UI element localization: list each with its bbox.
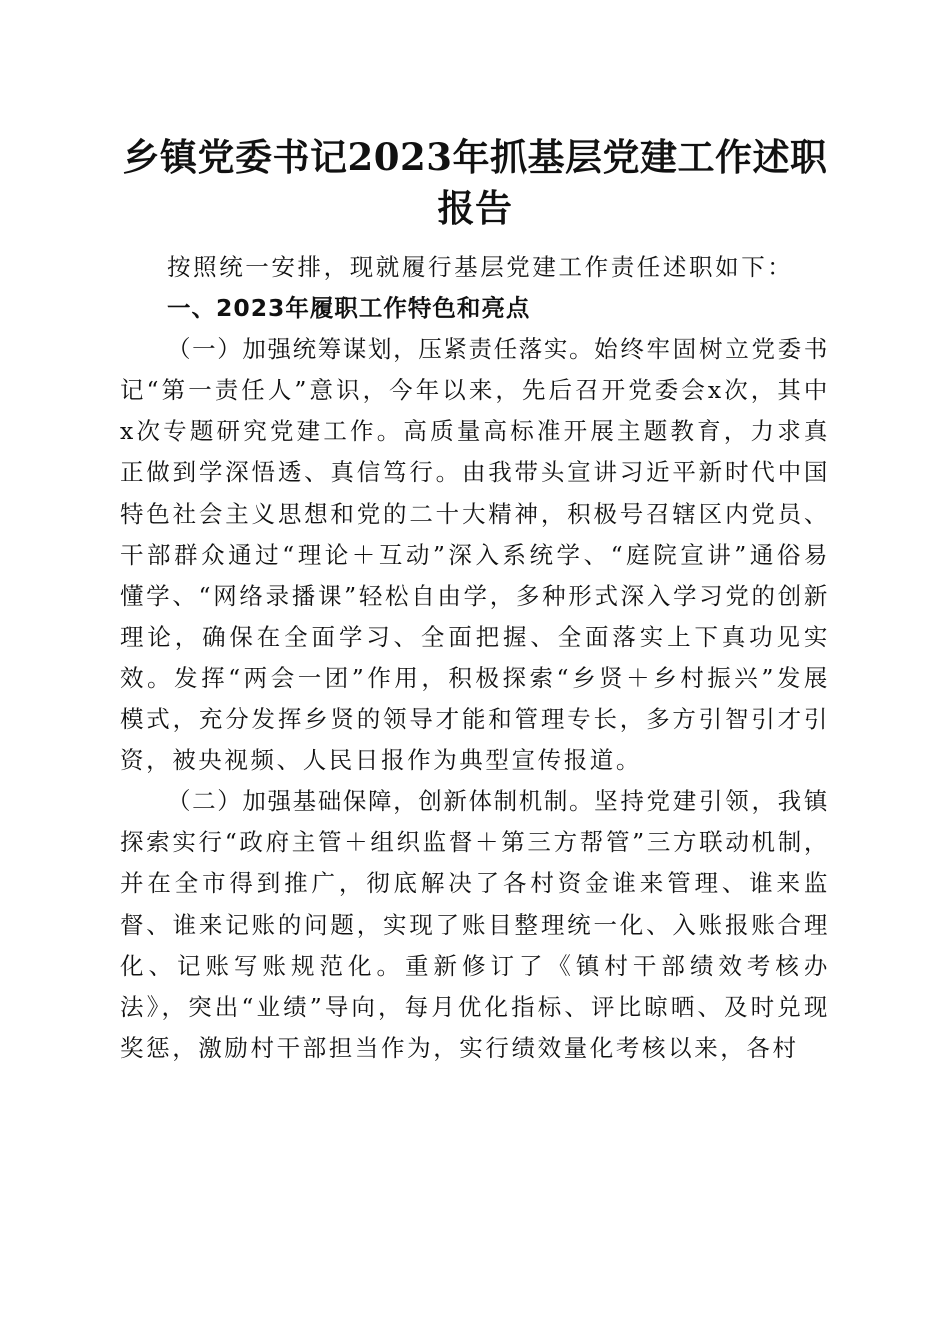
item-1-lead: （一）加强统筹谋划，压紧责任落实。 [167, 335, 595, 364]
item-2-text: 坚持党建引领，我镇探索实行“政府主管＋组织监督＋第三方帮管”三方联动机制，并在全市得到推广，彻底解决了各村资金谁来管理、谁来监督、谁来记账的问题，实现了账目整理统一化、入账报账合理化、记账写账规范化。重新修订了《镇村干部绩效考核办法》，突出“业绩”导向，每月优化指标、评比晾晒、及时兑现奖惩，激励村干部担当作为，实行绩效量化考核以来，各村 [120, 787, 830, 1062]
item-1-text: 始终牢固树立党委书记“第一责任人”意识，今年以来，先后召开党委会x次，其中x次专题研究党建工作。高质量高标准开展主题教育，力求真正做到学深悟透、真信笃行。由我带头宣讲习近平新时代中国特色社会主义思想和党的二十大精神，积极号召辖区内党员、干部群众通过“理论＋互动”深入系统学、“庭院宣讲”通俗易懂学、“网络录播课”轻松自由学，多种形式深入学习党的创新理论，确保在全面学习、全面把握、全面落实上下真功见实效。发挥“两会一团”作用，积极探索“乡贤＋乡村振兴”发展模式，充分发挥乡贤的领导才能和管理专长，多方引智引才引资，被央视频、人民日报作为典型宣传报道。 [120, 335, 830, 775]
paragraph-item-2 [120, 781, 830, 1069]
paragraph-item-1 [120, 329, 830, 781]
section-heading: 一、2023年履职工作特色和亮点 [167, 294, 531, 323]
document-body [120, 247, 830, 1069]
document-title: 乡镇党委书记2023年抓基层党建工作述职报告 [122, 135, 828, 230]
intro-paragraph: 按照统一安排，现就履行基层党建工作责任述职如下： [167, 253, 794, 281]
item-2-lead: （二）加强基础保障，创新体制机制。 [167, 787, 595, 816]
